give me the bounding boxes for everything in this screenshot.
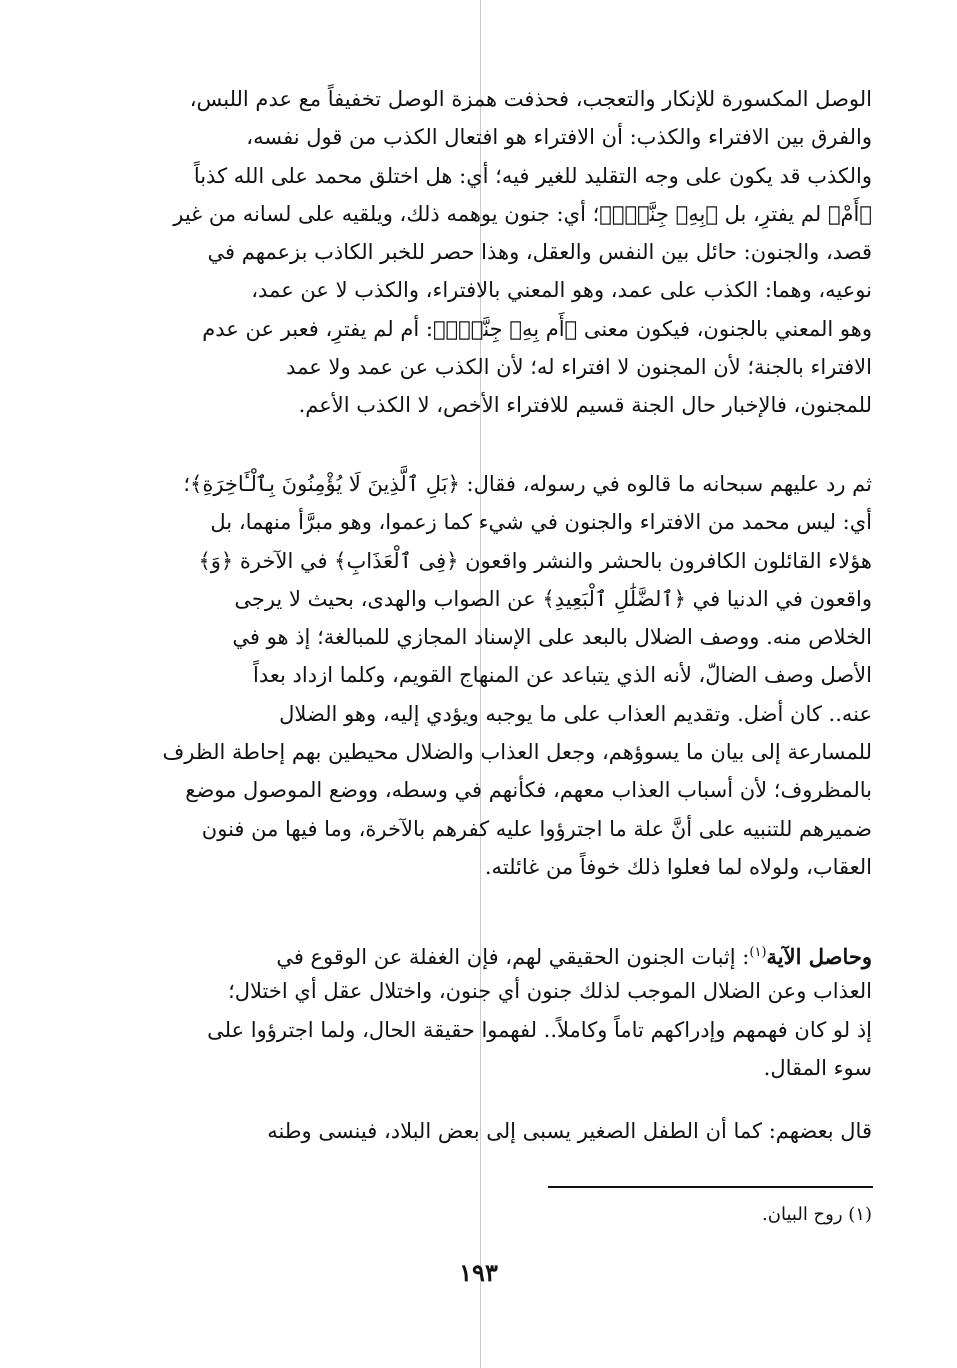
text-line: وهو المعني بالجنون، فيكون معنى ﴿أَم بِهِۦ جِنَّةٌۢ﴾: أم لم يفترِ، فعبر عن عدم <box>202 316 872 341</box>
text-line: والفرق بين الافتراء والكذب: أن الافتراء هو افتعال الكذب من قول نفسه، <box>246 125 872 150</box>
text-line: بالمظروف؛ لأن أسباب العذاب معهم، فكأنهم في وسطه، ووضع الموصول موضع <box>185 778 872 803</box>
text-line: واقعون في الدنيا في ﴿ٱلضَّلَٰلِ ٱلْبَعِيدِ﴾ عن الصواب والهدى، بحيث لا يرجى <box>234 586 872 611</box>
text-line: والكذب قد يكون على وجه التقليد للغير فيه؛ أي: هل اختلق محمد على الله كذباً <box>193 163 872 188</box>
text-line <box>100 934 872 972</box>
text-line: للمسارعة إلى بيان ما يسوؤهم، وجعل العذاب والضلال محيطين بهم إحاطة الظرف <box>162 740 872 765</box>
text-line: إذ لو كان فهمهم وإدراكهم تاماً وكاملاً.. لفهموا حقيقة الحال، ولما اجترؤوا على <box>207 1017 872 1042</box>
text-line: هؤلاء القائلون الكافرون بالحشر والنشر واقعون ﴿فِى ٱلْعَذَابِ﴾ في الآخرة ﴿وَ﴾ <box>198 548 872 573</box>
page-number: ١٩٣ <box>459 1258 498 1287</box>
text-line: الأصل وصف الضالّ، لأنه الذي يتباعد عن المنهاج القويم، وكلما ازداد بعداً <box>253 663 872 688</box>
text-line: العقاب، ولولاه لما فعلوا ذلك خوفاً من غائلته. <box>484 854 872 879</box>
paragraph-2 <box>100 465 872 886</box>
text-line: عنه.. كان أضل. وتقديم العذاب على ما يوجبه ويؤدي إليه، وهو الضلال <box>279 701 872 726</box>
footnote-divider <box>548 1186 873 1188</box>
text-line: الخلاص منه. ووصف الضلال بالبعد على الإسناد المجازي للمبالغة؛ إذ هو في <box>232 625 872 650</box>
text-line: ﴿أَمْ﴾ لم يفترِ، بل ﴿بِهِۦ جِنَّةٌۢ﴾؛ أي: جنون يوهمه ذلك، ويلقيه على لسانه من غير <box>173 201 872 226</box>
text-line: نوعيه، وهما: الكذب على عمد، وهو المعني بالافتراء، والكذب لا عن عمد، <box>251 278 872 303</box>
text-line: سوء المقال. <box>763 1055 872 1080</box>
text-line: للمجنون، فالإخبار حال الجنة قسيم للافتراء الأخص، لا الكذب الأعم. <box>298 393 872 418</box>
text-line: العذاب وعن الضلال الموجب لذلك جنون أي جنون، واختلال عقل أي اختلال؛ <box>228 979 872 1004</box>
lead-phrase: وحاصل الآية <box>766 944 872 969</box>
text-line: قال بعضهم: كما أن الطفل الصغير يسبى إلى بعض البلاد، فينسى وطنه <box>267 1119 872 1143</box>
text-line: الافتراء بالجنة؛ لأن المجنون لا افتراء له؛ لأن الكذب عن عمد ولا عمد <box>286 355 872 380</box>
text-line: أي: ليس محمد من الافتراء والجنون في شيء كما زعموا، وهو مبرَّأ منهما، بل <box>210 510 872 535</box>
text-line: الوصل المكسورة للإنكار والتعجب، فحذفت همزة الوصل تخفيفاً مع عدم اللبس، <box>189 87 872 111</box>
text-line: ثم رد عليهم سبحانه ما قالوه في رسوله، فقال: ﴿بَلِ ٱلَّذِينَ لَا يُؤْمِنُونَ بِٱلْـَٔاخِرَةِ﴾؛ <box>183 472 872 496</box>
text-segment: : إثبات الجنون الحقيقي لهم، فإن الغفلة عن الوقوع في <box>276 945 750 969</box>
paragraph-1 <box>100 80 872 425</box>
text-line: قصد، والجنون: حائل بين النفس والعقل، وهذا حصر للخبر الكاذب بزعمهم في <box>207 240 872 265</box>
paragraph-3 <box>100 934 872 1087</box>
footnote-marker: (١) <box>749 945 767 960</box>
paragraph-4 <box>100 1112 872 1150</box>
footnote: (١) روح البيان. <box>762 1204 872 1225</box>
text-line: ضميرهم للتنبيه على أنَّ علة ما اجترؤوا عليه كفرهم بالآخرة، وما فيها من فنون <box>201 816 872 841</box>
